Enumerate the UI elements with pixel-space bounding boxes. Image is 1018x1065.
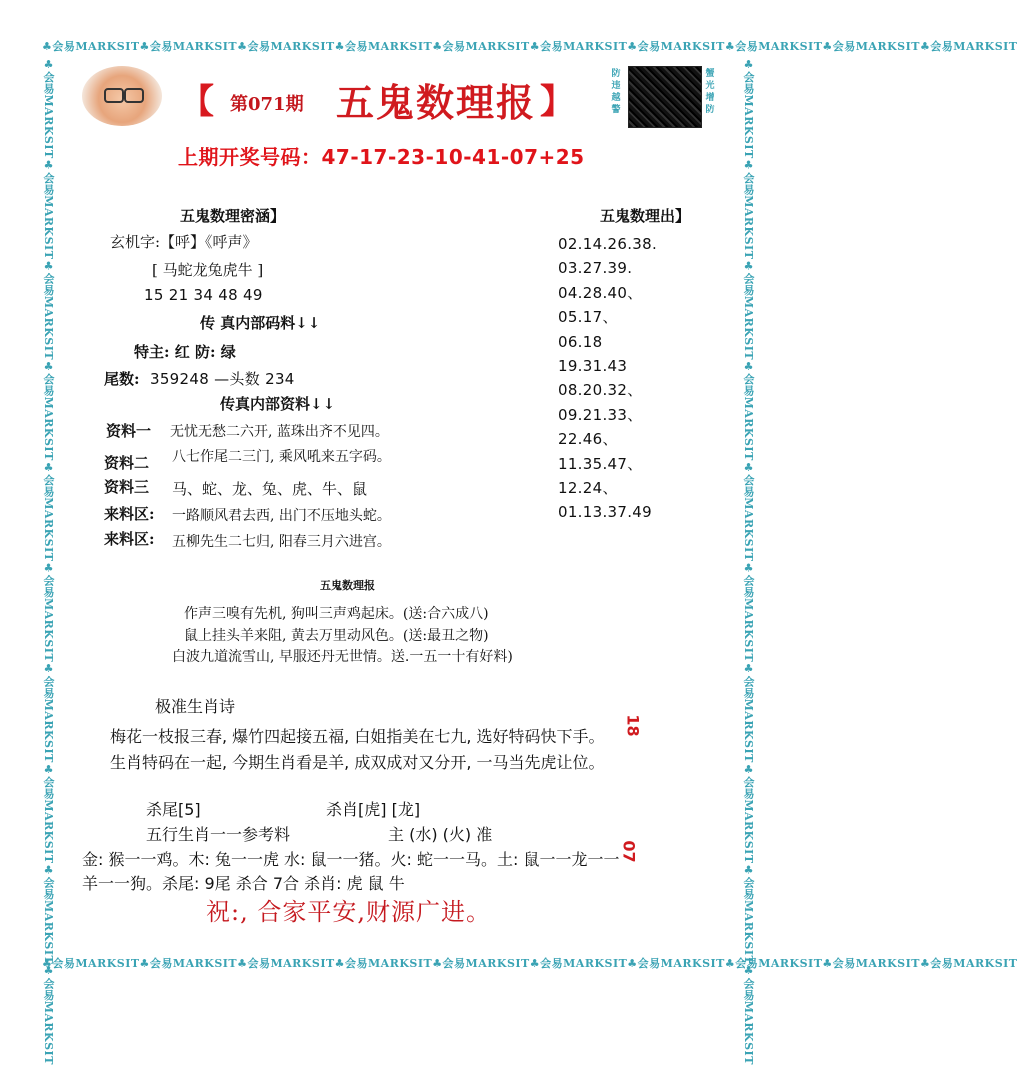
five-elements-title: 五行生肖一一参考料 xyxy=(146,825,291,844)
item-text: 五柳先生二七归, 阳春三月六进宫。 xyxy=(172,534,391,550)
number-list xyxy=(558,232,657,525)
item-text: 八七作尾二三门, 乘风吼来五字码。 xyxy=(172,449,391,465)
tail-value: 359248 —头数 234 xyxy=(150,370,295,388)
bottom-border: ♣会易MARKSIT♣会易MARKSIT♣会易MARKSIT♣会易MARKSIT♣会易MARKSIT♣会易MARKSIT♣会易MARKSIT♣会易MARKSIT♣会易MARKSIT♣会易MARKSIT xyxy=(42,957,1018,970)
item-label: 资料一 xyxy=(106,422,152,440)
blessing: 祝:, 合家平安,财源广进。 xyxy=(206,898,491,926)
title-bracket-left: 【 xyxy=(180,82,214,122)
kill-tail: 杀尾[5] xyxy=(146,800,201,819)
number-row: 02.14.26.38. xyxy=(558,235,658,253)
tail-label: 尾数: xyxy=(104,370,140,388)
left-border: ♣会易MARKSIT♣会易MARKSIT♣会易MARKSIT♣会易MARKSIT♣会易MARKSIT♣会易MARKSIT♣会易MARKSIT♣会易MARKSIT♣会易MARKSIT♣会易MARKSIT xyxy=(42,58,55,1065)
number-row: 19.31.43 xyxy=(558,357,628,376)
title-bracket-right: 】 xyxy=(540,82,574,122)
special-main: 特主: 红 防: 绿 xyxy=(134,343,236,361)
item-label: 资料二 xyxy=(104,454,150,472)
poem-line: 梅花一枝报三春, 爆竹四起接五福, 白姐指美在七九, 选好特码快下手。 xyxy=(110,727,605,746)
number-row: 09.21.33、 xyxy=(558,405,643,424)
item-text: 一路顺风君去西, 出门不压地头蛇。 xyxy=(172,508,391,524)
section-title-right: 五鬼数理出】 xyxy=(600,207,691,225)
kill-zodiac: 杀肖[虎] [龙] xyxy=(326,800,421,819)
top-border: ♣会易MARKSIT♣会易MARKSIT♣会易MARKSIT♣会易MARKSIT♣会易MARKSIT♣会易MARKSIT♣会易MARKSIT♣会易MARKSIT♣会易MARKSIT♣会易MARKSIT xyxy=(42,40,1018,53)
main-elements: 主 (水) (火) 准 xyxy=(388,825,493,844)
anti-fake-label-left: 防违越警 xyxy=(611,69,621,115)
zodiac-list: [ 马蛇龙兔虎牛 ] xyxy=(152,261,264,279)
number-row: 03.27.39. xyxy=(558,259,633,278)
number-row: 06.18 xyxy=(558,332,603,351)
issue-number: 第071期 xyxy=(230,94,304,115)
poem-title: 极准生肖诗 xyxy=(155,697,236,716)
portrait-image xyxy=(82,66,162,126)
item-label: 来料区: xyxy=(104,530,155,548)
verse-line: 白波九道流雪山, 早服还丹无世情。送.一五一十有好料) xyxy=(172,649,513,665)
anti-fake-label-right: 蟹光增防 xyxy=(705,69,715,115)
sub-title: 五鬼数理报 xyxy=(320,579,375,592)
number-row: 05.17、 xyxy=(558,308,618,327)
item-text: 马、蛇、龙、兔、虎、牛、鼠 xyxy=(172,480,368,498)
number-row: 08.20.32、 xyxy=(558,381,643,400)
verse-line: 作声三嗅有先机, 狗叫三声鸡起床。(送:合六成八) xyxy=(184,606,489,622)
number-row: 01.13.37.49 xyxy=(558,503,652,522)
poem-line: 生肖特码在一起, 今期生肖看是羊, 成双成对又分开, 一马当先虎让位。 xyxy=(110,753,605,772)
qr-code-icon xyxy=(628,66,702,128)
number-row: 22.46、 xyxy=(558,430,618,449)
number-row: 04.28.40、 xyxy=(558,283,643,302)
red-watermark: 18 xyxy=(623,714,643,737)
verse-line: 鼠上挂头羊来阻, 黄去万里动风色。(送:最丑之物) xyxy=(184,628,489,644)
zodiac-numbers: 15 21 34 48 49 xyxy=(144,286,263,304)
page-title: 五鬼数理报 xyxy=(336,80,537,125)
fax-code-title: 传 真内部码料↓↓ xyxy=(200,314,321,332)
right-border: ♣会易MARKSIT♣会易MARKSIT♣会易MARKSIT♣会易MARKSIT♣会易MARKSIT♣会易MARKSIT♣会易MARKSIT♣会易MARKSIT♣会易MARKSIT♣会易MARKSIT xyxy=(742,58,755,1065)
last-draw-numbers: 上期开奖号码：47-17-23-10-41-07+25 xyxy=(178,145,585,169)
elements-line: 金: 猴一一鸡。木: 兔一一虎 水: 鼠一一猪。火: 蛇一一马。土: 鼠一一龙一一 xyxy=(82,850,620,869)
elements-line: 羊一一狗。杀尾: 9尾 杀合 7合 杀肖: 虎 鼠 牛 xyxy=(82,874,405,893)
number-row: 12.24、 xyxy=(558,479,618,498)
section-title-left: 五鬼数理密涵】 xyxy=(180,207,286,225)
item-text: 无忧无愁二六开, 蓝珠出齐不见四。 xyxy=(170,424,389,440)
item-label: 来料区: xyxy=(104,505,155,523)
riddle-word: 玄机字:【呼】《呼声》 xyxy=(110,233,258,251)
fax-info-title: 传真内部资料↓↓ xyxy=(220,395,336,413)
number-row: 11.35.47、 xyxy=(558,454,643,473)
red-watermark: 07 xyxy=(619,840,639,863)
item-label: 资料三 xyxy=(104,478,150,496)
